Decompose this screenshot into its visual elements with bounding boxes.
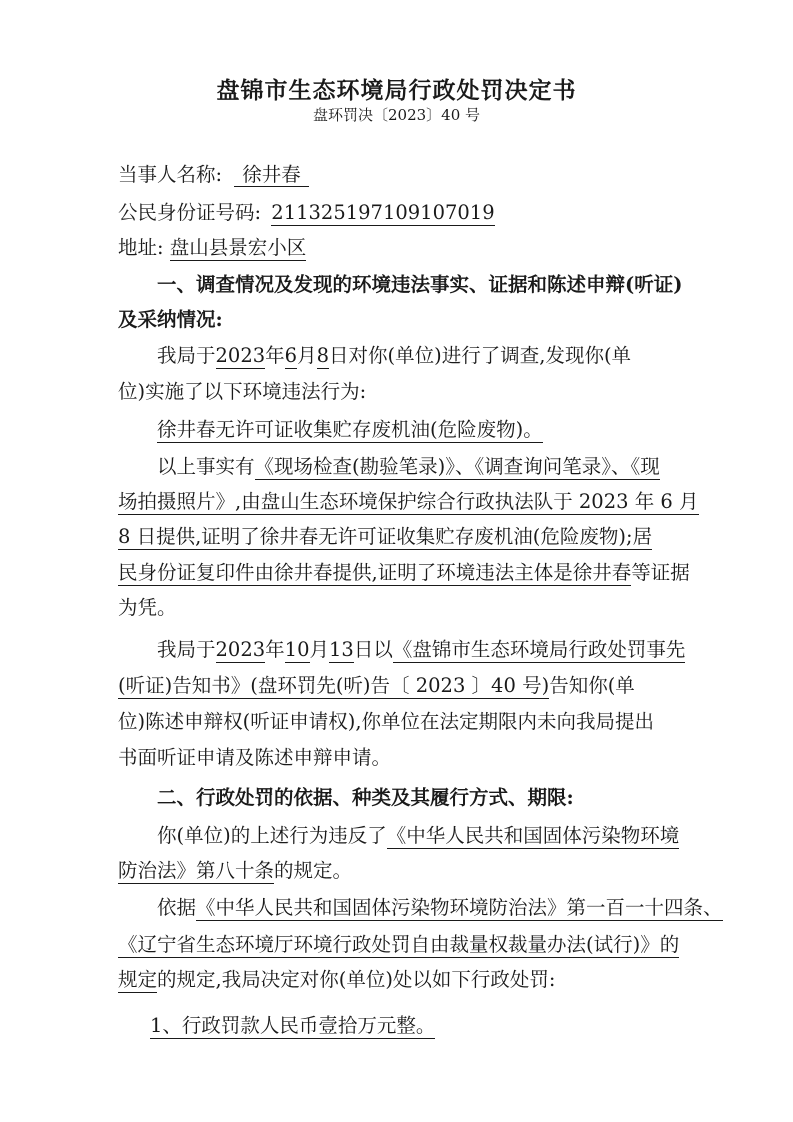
section2-p1-line2	[118, 861, 352, 881]
text-run: 依据	[157, 896, 197, 919]
section2-p2-line1	[157, 898, 723, 918]
violation-text: 徐井春无许可证收集贮存废机油(危险废物)。	[157, 418, 543, 441]
text-run: 我局于	[157, 344, 216, 367]
section1-p3-line3: 位)陈述申辩权(听证申请权),你单位在法定期限内未向我局提出	[118, 710, 655, 733]
party-address-row	[118, 238, 306, 258]
date-day: 8	[316, 344, 330, 367]
notice-title: 《盘锦市生态环境局行政处罚事先	[392, 638, 686, 661]
law-reference: 防治法》第八十条	[118, 859, 275, 882]
text-run: 等证据	[631, 561, 690, 584]
section1-p1-line2: 位)实施了以下环境违法行为:	[118, 380, 367, 403]
text-run: 我局于	[157, 638, 216, 661]
date-year: 2023	[215, 344, 266, 367]
party-address-label: 地址:	[118, 236, 164, 259]
party-id-row	[118, 203, 495, 223]
section2-p2-line2	[118, 935, 679, 955]
date-day: 13	[329, 638, 354, 661]
party-id-value: 211325197109107019	[271, 201, 495, 224]
text-run: 规定	[118, 968, 158, 991]
section2-p2-line3	[118, 970, 556, 990]
section1-p2-line2	[118, 492, 699, 512]
text-run: 以上事实有	[157, 455, 255, 478]
text-run: 日对你(单位)进行了调查,发现你(单	[329, 344, 632, 367]
evidence-text: 8 日提供,证明了徐井春无许可证收集贮存废机油(危险废物);居	[118, 525, 653, 548]
section1-p2-line3	[118, 527, 652, 547]
text-run: 年	[265, 638, 285, 661]
party-name-value: 徐井春	[234, 163, 309, 187]
regulation-reference: 《辽宁省生态环境厅环境行政处罚自由裁量权裁量办法(试行)》的	[118, 933, 680, 956]
penalty-item	[150, 1016, 435, 1036]
penalty-text: 1、行政罚款人民币壹拾万元整。	[150, 1014, 436, 1037]
violation-statement	[157, 420, 543, 440]
section1-p2-line4	[118, 563, 690, 583]
date-month: 6	[284, 344, 298, 367]
text-run: 你(单位)的上述行为违反了	[157, 824, 387, 847]
evidence-list: 《现场检查(勘验笔录)》、《调查询问笔录》、《现	[254, 455, 660, 478]
date-month: 10	[284, 638, 310, 661]
law-reference: 《中华人民共和国固体污染物环境防治法》第一百一十四条、	[196, 896, 723, 919]
law-reference: 《中华人民共和国固体污染物环境	[386, 824, 680, 847]
evidence-text: 民身份证复印件由徐井春提供,证明了环境违法主体是徐井春	[118, 561, 632, 584]
section2-heading: 二、行政处罚的依据、种类及其履行方式、期限:	[157, 786, 574, 809]
section1-heading-line1: 一、调查情况及发现的环境违法事实、证据和陈述申辩(听证)	[157, 273, 683, 296]
party-name-row	[118, 165, 309, 185]
party-address-value: 盘山县景宏小区	[169, 236, 307, 259]
section1-p2-line5: 为凭。	[118, 596, 177, 619]
text-run: 月	[297, 344, 317, 367]
text-run: 的规定,我局决定对你(单位)处以如下行政处罚:	[157, 968, 556, 991]
document-title: 盘锦市生态环境局行政处罚决定书	[216, 77, 577, 104]
section1-heading-line2: 及采纳情况:	[118, 308, 223, 331]
section1-p1-line1	[157, 346, 631, 366]
section1-p3-line1	[157, 640, 685, 660]
section1-p2-line1	[157, 457, 660, 477]
document-number: 盘环罚决〔2023〕40 号	[312, 106, 481, 124]
section2-p1-line1	[157, 826, 679, 846]
notice-reference: (听证)告知书》(盘环罚先(听)告〔 2023 〕40 号)	[118, 674, 550, 697]
section1-p3-line4: 书面听证申请及陈述申辩申请。	[118, 746, 392, 769]
party-name-label: 当事人名称:	[118, 163, 223, 186]
party-id-label: 公民身份证号码:	[118, 201, 262, 224]
text-run: 日以	[353, 638, 393, 661]
section1-p3-line2	[118, 676, 635, 696]
text-run: 告知你(单	[549, 674, 635, 697]
date-year: 2023	[215, 638, 266, 661]
text-run: 年	[265, 344, 285, 367]
text-run: 的规定。	[274, 859, 353, 882]
evidence-text: 场拍摄照片》,由盘山生态环境保护综合行政执法队于 2023 年 6 月	[118, 490, 699, 513]
text-run: 月	[309, 638, 330, 661]
